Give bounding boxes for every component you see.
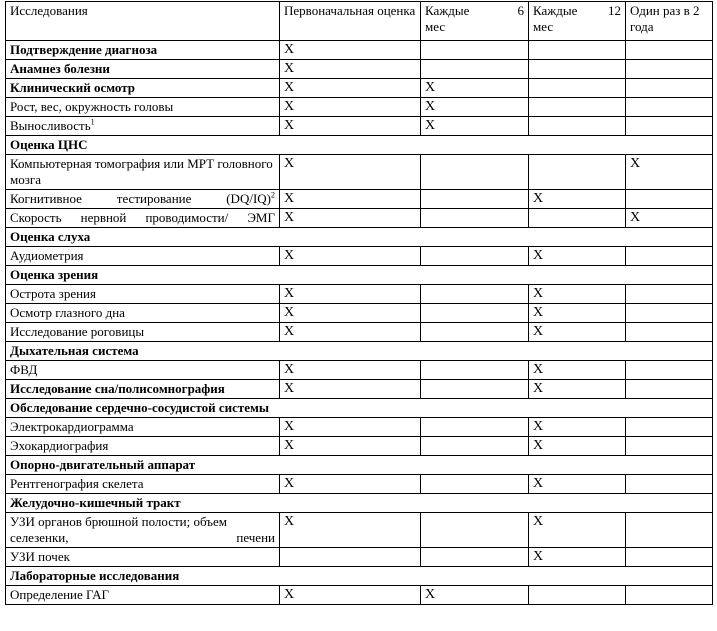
section-row: [6, 456, 713, 475]
row-label-text: Исследование сна/полисомнография: [10, 381, 225, 396]
mark-cell-initial: [280, 513, 421, 548]
mark-cell-once-in-2-years: [626, 437, 713, 456]
mark-cell-once-in-2-years: [626, 323, 713, 342]
header-row: [6, 2, 713, 41]
mark-cell-every-12-months: [529, 304, 626, 323]
row-label-text: Исследование роговицы: [10, 324, 145, 339]
header-every-12-number: 12: [608, 3, 621, 18]
header-every-12-months: [529, 2, 626, 41]
section-row: [6, 494, 713, 513]
x-mark: X: [284, 324, 295, 339]
row-label: [6, 418, 280, 437]
table-row: [6, 155, 713, 190]
header-every-6-number: 6: [517, 3, 524, 18]
mark-cell-every-12-months: [529, 155, 626, 190]
mark-cell-once-in-2-years: [626, 41, 713, 60]
row-label-text: Острота зрения: [10, 286, 96, 301]
row-label: [6, 190, 280, 209]
section-title: [6, 399, 713, 418]
section-title: [6, 342, 713, 361]
mark-cell-once-in-2-years: [626, 285, 713, 304]
x-mark: X: [284, 191, 295, 206]
row-label-text: УЗИ органов брюшной полости; объем селезенки, печени: [10, 514, 275, 545]
row-label-text: Выносливость: [10, 118, 91, 133]
table-row: [6, 437, 713, 456]
row-label-text: Оценка зрения: [10, 267, 99, 282]
mark-cell-every-6-months: [421, 60, 529, 79]
row-label: [6, 98, 280, 117]
mark-cell-once-in-2-years: [626, 418, 713, 437]
mark-cell-every-6-months: [421, 117, 529, 136]
x-mark: X: [284, 438, 295, 453]
mark-cell-once-in-2-years: [626, 247, 713, 266]
section-row: [6, 266, 713, 285]
mark-cell-once-in-2-years: [626, 304, 713, 323]
mark-cell-every-12-months: [529, 41, 626, 60]
table-row: [6, 209, 713, 228]
mark-cell-initial: [280, 304, 421, 323]
x-mark: X: [284, 362, 295, 377]
row-label: [6, 285, 280, 304]
x-mark: X: [284, 305, 295, 320]
table-row: [6, 361, 713, 380]
mark-cell-every-6-months: [421, 155, 529, 190]
mark-cell-every-6-months: [421, 209, 529, 228]
mark-cell-initial: [280, 323, 421, 342]
mark-cell-initial: [280, 41, 421, 60]
mark-cell-every-12-months: [529, 209, 626, 228]
header-every-6-label: Каждые: [425, 3, 470, 18]
mark-cell-once-in-2-years: [626, 475, 713, 494]
x-mark: X: [284, 286, 295, 301]
mark-cell-initial: [280, 418, 421, 437]
mark-cell-initial: [280, 79, 421, 98]
mark-cell-every-6-months: [421, 437, 529, 456]
mark-cell-every-12-months: [529, 98, 626, 117]
row-label: [6, 586, 280, 605]
x-mark: X: [533, 191, 544, 206]
mark-cell-every-12-months: [529, 437, 626, 456]
x-mark: X: [533, 381, 544, 396]
mark-cell-every-6-months: [421, 323, 529, 342]
mark-cell-every-6-months: [421, 41, 529, 60]
x-mark: X: [425, 587, 436, 602]
mark-cell-initial: [280, 190, 421, 209]
x-mark: X: [284, 419, 295, 434]
x-mark: X: [425, 99, 436, 114]
section-row: [6, 342, 713, 361]
mark-cell-once-in-2-years: [626, 79, 713, 98]
table-row: [6, 285, 713, 304]
header-every-6-unit: мес: [425, 19, 446, 34]
mark-cell-every-12-months: [529, 361, 626, 380]
footnote-marker: 2: [271, 190, 275, 200]
section-title: [6, 567, 713, 586]
section-title: [6, 456, 713, 475]
row-label-text: Аудиометрия: [10, 248, 84, 263]
mark-cell-initial: [280, 586, 421, 605]
header-once-in-2-years: Один раз в 2 года: [626, 2, 713, 41]
section-title: [6, 136, 713, 155]
mark-cell-every-6-months: [421, 380, 529, 399]
x-mark: X: [284, 61, 295, 76]
section-row: [6, 136, 713, 155]
mark-cell-every-12-months: [529, 285, 626, 304]
mark-cell-every-6-months: [421, 361, 529, 380]
x-mark: X: [425, 80, 436, 95]
examination-schedule-table: [5, 1, 713, 605]
table-row: [6, 323, 713, 342]
x-mark: X: [533, 248, 544, 263]
mark-cell-every-12-months: [529, 323, 626, 342]
mark-cell-every-12-months: [529, 586, 626, 605]
x-mark: X: [284, 381, 295, 396]
row-label: [6, 475, 280, 494]
x-mark: X: [533, 286, 544, 301]
mark-cell-initial: [280, 285, 421, 304]
mark-cell-initial: [280, 548, 421, 567]
mark-cell-once-in-2-years: [626, 586, 713, 605]
x-mark: X: [630, 156, 641, 171]
mark-cell-once-in-2-years: [626, 513, 713, 548]
mark-cell-every-6-months: [421, 513, 529, 548]
row-label: [6, 380, 280, 399]
x-mark: X: [284, 156, 295, 171]
mark-cell-every-12-months: [529, 190, 626, 209]
table-row: [6, 117, 713, 136]
x-mark: X: [284, 80, 295, 95]
mark-cell-once-in-2-years: [626, 60, 713, 79]
row-label-text: Желудочно-кишечный тракт: [10, 495, 181, 510]
mark-cell-initial: [280, 98, 421, 117]
mark-cell-initial: [280, 361, 421, 380]
row-label-text: Подтверждение диагноза: [10, 42, 158, 57]
x-mark: X: [533, 305, 544, 320]
table-row: [6, 418, 713, 437]
x-mark: X: [533, 514, 544, 529]
x-mark: X: [284, 118, 295, 133]
row-label-text: Оценка ЦНС: [10, 137, 88, 152]
row-label-text: Обследование сердечно-сосудистой системы: [10, 400, 270, 415]
table-row: [6, 41, 713, 60]
section-title: [6, 266, 713, 285]
x-mark: X: [533, 324, 544, 339]
row-label-text: Компьютерная томография или МРТ головного мозга: [10, 156, 273, 187]
x-mark: X: [284, 42, 295, 57]
section-row: [6, 567, 713, 586]
mark-cell-every-6-months: [421, 98, 529, 117]
x-mark: X: [284, 476, 295, 491]
mark-cell-every-6-months: [421, 418, 529, 437]
mark-cell-once-in-2-years: [626, 117, 713, 136]
row-label: [6, 437, 280, 456]
row-label-text: Электрокардиограмма: [10, 419, 134, 434]
mark-cell-once-in-2-years: [626, 548, 713, 567]
mark-cell-every-6-months: [421, 79, 529, 98]
mark-cell-every-6-months: [421, 548, 529, 567]
mark-cell-initial: [280, 475, 421, 494]
mark-cell-every-6-months: [421, 586, 529, 605]
row-label-text: Опорно-двигательный аппарат: [10, 457, 196, 472]
mark-cell-initial: [280, 247, 421, 266]
mark-cell-initial: [280, 60, 421, 79]
row-label: [6, 323, 280, 342]
section-title: [6, 228, 713, 247]
mark-cell-once-in-2-years: [626, 98, 713, 117]
table-row: [6, 98, 713, 117]
row-label: [6, 247, 280, 266]
section-row: [6, 228, 713, 247]
header-every-12-unit: мес: [533, 19, 554, 34]
header-initial-assessment: Первоначальная оценка: [280, 2, 421, 41]
table-row: [6, 79, 713, 98]
mark-cell-every-12-months: [529, 548, 626, 567]
header-every-12-label: Каждые: [533, 3, 578, 18]
row-label: [6, 361, 280, 380]
mark-cell-once-in-2-years: [626, 361, 713, 380]
footnote-marker: 1: [90, 117, 95, 127]
mark-cell-initial: [280, 437, 421, 456]
mark-cell-every-6-months: [421, 247, 529, 266]
row-label: [6, 155, 280, 190]
header-investigations: Исследования: [6, 2, 280, 41]
x-mark: X: [284, 99, 295, 114]
mark-cell-every-6-months: [421, 475, 529, 494]
table-row: [6, 513, 713, 548]
mark-cell-every-12-months: [529, 117, 626, 136]
x-mark: X: [284, 210, 295, 225]
x-mark: X: [284, 514, 295, 529]
row-label: [6, 60, 280, 79]
table-body: [6, 41, 713, 605]
mark-cell-every-6-months: [421, 190, 529, 209]
row-label: [6, 79, 280, 98]
x-mark: X: [533, 362, 544, 377]
row-label-text: ФВД: [10, 362, 38, 377]
row-label: [6, 209, 280, 228]
table-row: [6, 60, 713, 79]
mark-cell-every-12-months: [529, 418, 626, 437]
table-row: [6, 247, 713, 266]
mark-cell-initial: [280, 380, 421, 399]
mark-cell-initial: [280, 155, 421, 190]
row-label-text: Дыхательная система: [10, 343, 139, 358]
x-mark: X: [533, 476, 544, 491]
row-label-text: Эхокардиография: [10, 438, 109, 453]
table-row: [6, 548, 713, 567]
row-label-text: Осмотр глазного дна: [10, 305, 125, 320]
header-every-6-months: [421, 2, 529, 41]
row-label: [6, 117, 280, 136]
table-row: [6, 475, 713, 494]
mark-cell-every-12-months: [529, 475, 626, 494]
mark-cell-every-6-months: [421, 304, 529, 323]
row-label-text: Рост, вес, окружность головы: [10, 99, 174, 114]
mark-cell-every-12-months: [529, 513, 626, 548]
mark-cell-once-in-2-years: [626, 155, 713, 190]
x-mark: X: [533, 438, 544, 453]
x-mark: X: [533, 419, 544, 434]
x-mark: X: [284, 587, 295, 602]
mark-cell-once-in-2-years: [626, 380, 713, 399]
mark-cell-once-in-2-years: [626, 209, 713, 228]
row-label-text: Анамнез болезни: [10, 61, 110, 76]
section-row: [6, 399, 713, 418]
table-row: [6, 304, 713, 323]
row-label-text: Лабораторные исследования: [10, 568, 180, 583]
row-label-text: Оценка слуха: [10, 229, 91, 244]
mark-cell-initial: [280, 117, 421, 136]
table-row: [6, 190, 713, 209]
x-mark: X: [425, 118, 436, 133]
mark-cell-every-6-months: [421, 285, 529, 304]
mark-cell-every-12-months: [529, 380, 626, 399]
row-label: [6, 548, 280, 567]
mark-cell-every-12-months: [529, 60, 626, 79]
row-label-text: Определение ГАГ: [10, 587, 110, 602]
row-label: [6, 304, 280, 323]
mark-cell-every-12-months: [529, 247, 626, 266]
row-label-text: Рентгенография скелета: [10, 476, 144, 491]
table-row: [6, 586, 713, 605]
x-mark: X: [284, 248, 295, 263]
row-label-text: Когнитивное тестирование (DQ/IQ): [10, 191, 271, 206]
x-mark: X: [630, 210, 641, 225]
x-mark: X: [533, 549, 544, 564]
row-label-text: Клинический осмотр: [10, 80, 135, 95]
mark-cell-every-12-months: [529, 79, 626, 98]
row-label-text: Скорость нервной проводимости/ ЭМГ: [10, 210, 275, 225]
mark-cell-initial: [280, 209, 421, 228]
row-label: [6, 513, 280, 548]
row-label-text: УЗИ почек: [10, 549, 70, 564]
table-row: [6, 380, 713, 399]
mark-cell-once-in-2-years: [626, 190, 713, 209]
row-label: [6, 41, 280, 60]
section-title: [6, 494, 713, 513]
